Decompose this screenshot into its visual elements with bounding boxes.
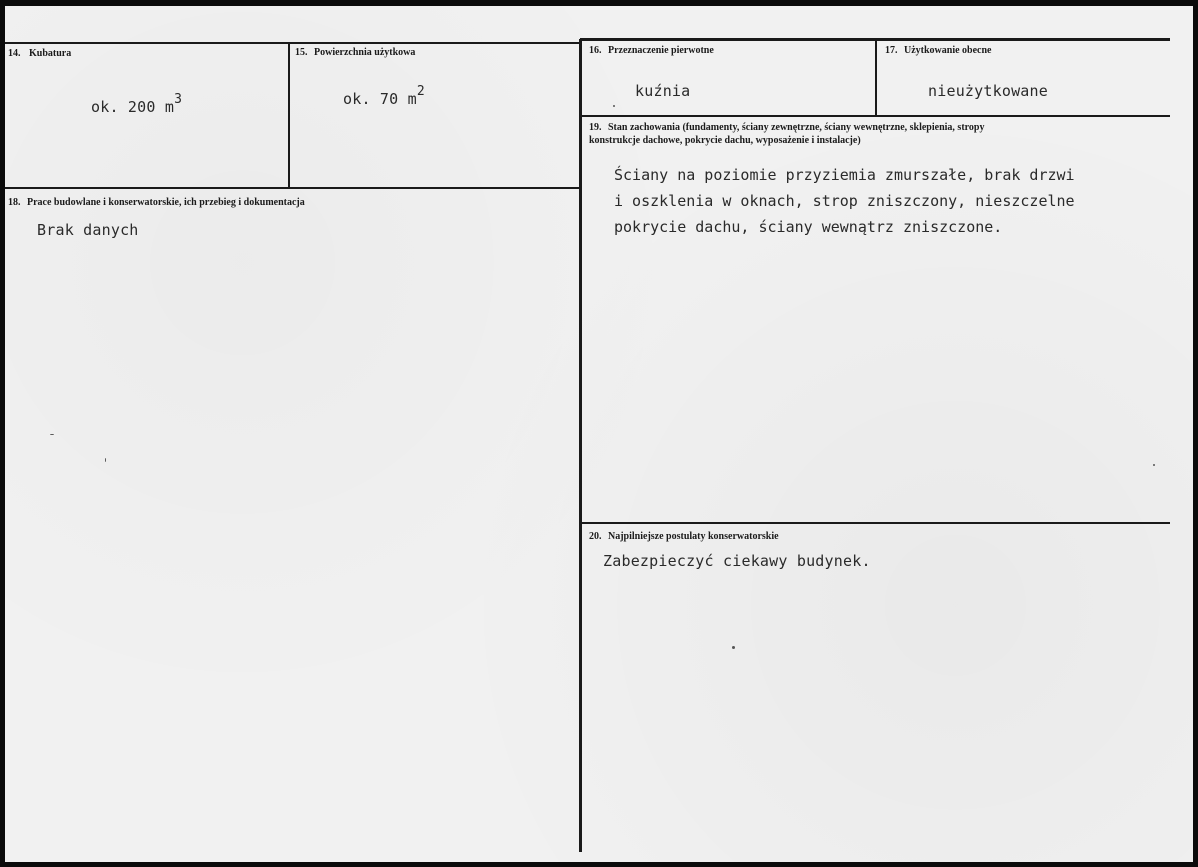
field-20-number: 20. [589,531,602,542]
rule-above-field-20 [582,522,1170,524]
paper-speck [50,434,54,435]
field-15-value-text: ok. 70 m [343,90,417,108]
field-19-number: 19. [589,122,602,133]
field-14-value-unit-exponent: 3 [174,92,183,107]
field-15-label [295,46,415,59]
field-20-label [589,530,779,543]
field-16-value: kuźnia [635,82,691,100]
paper-speck [613,105,615,107]
field-19-line-1: Ściany na poziomie przyziemia zmurszałe, brak drzwi [614,166,1075,184]
field-14-title: Kubatura [29,48,72,59]
rule-above-field-18 [5,187,582,189]
field-20-title: Najpilniejsze postulaty konserwatorskie [608,531,779,542]
field-18-number: 18. [8,197,21,208]
field-16-label [589,44,714,57]
divider-16-17 [875,40,877,116]
center-divider [579,39,582,852]
field-14-value [91,92,183,116]
field-19-line-3: pokrycie dachu, ściany wewnątrz zniszczone. [614,218,1003,236]
field-17-title: Użytkowanie obecne [904,45,992,56]
paper-speck [105,458,106,462]
field-18-title: Prace budowlane i konserwatorskie, ich przebieg i dokumentacja [27,197,305,208]
field-19-title-line-1 [589,121,984,134]
field-20-value: Zabezpieczyć ciekawy budynek. [603,552,871,570]
field-15-value [343,84,425,108]
field-17-value: nieużytkowane [928,82,1048,100]
field-19-label [589,121,984,147]
field-19-title-text: Stan zachowania (fundamenty, ściany zewnętrzne, ściany wewnętrzne, sklepienia, stropy [608,122,985,133]
field-14-number: 14. [8,48,21,59]
field-17-label [885,44,992,57]
field-17-number: 17. [885,45,898,56]
paper-speck [1153,464,1155,466]
field-19-line-2: i oszklenia w oknach, strop zniszczony, nieszczelne [614,192,1075,210]
field-19-value [614,162,1075,240]
field-15-value-unit-exponent: 2 [416,84,425,99]
field-14-label [8,47,71,60]
paper-speck [732,646,735,649]
record-card [5,6,1193,862]
field-18-value: Brak danych [37,221,139,239]
divider-14-15 [288,43,290,188]
field-18-label [8,196,305,209]
field-14-value-text: ok. 200 m [91,98,175,116]
field-16-number: 16. [589,45,602,56]
field-19-title-line-2: konstrukcje dachowe, pokrycie dachu, wyposażenie i instalacje) [589,135,861,146]
field-16-title: Przeznaczenie pierwotne [608,45,714,56]
top-rule-left [5,42,580,44]
field-15-title: Powierzchnia użytkowa [314,47,416,58]
field-15-number: 15. [295,47,308,58]
